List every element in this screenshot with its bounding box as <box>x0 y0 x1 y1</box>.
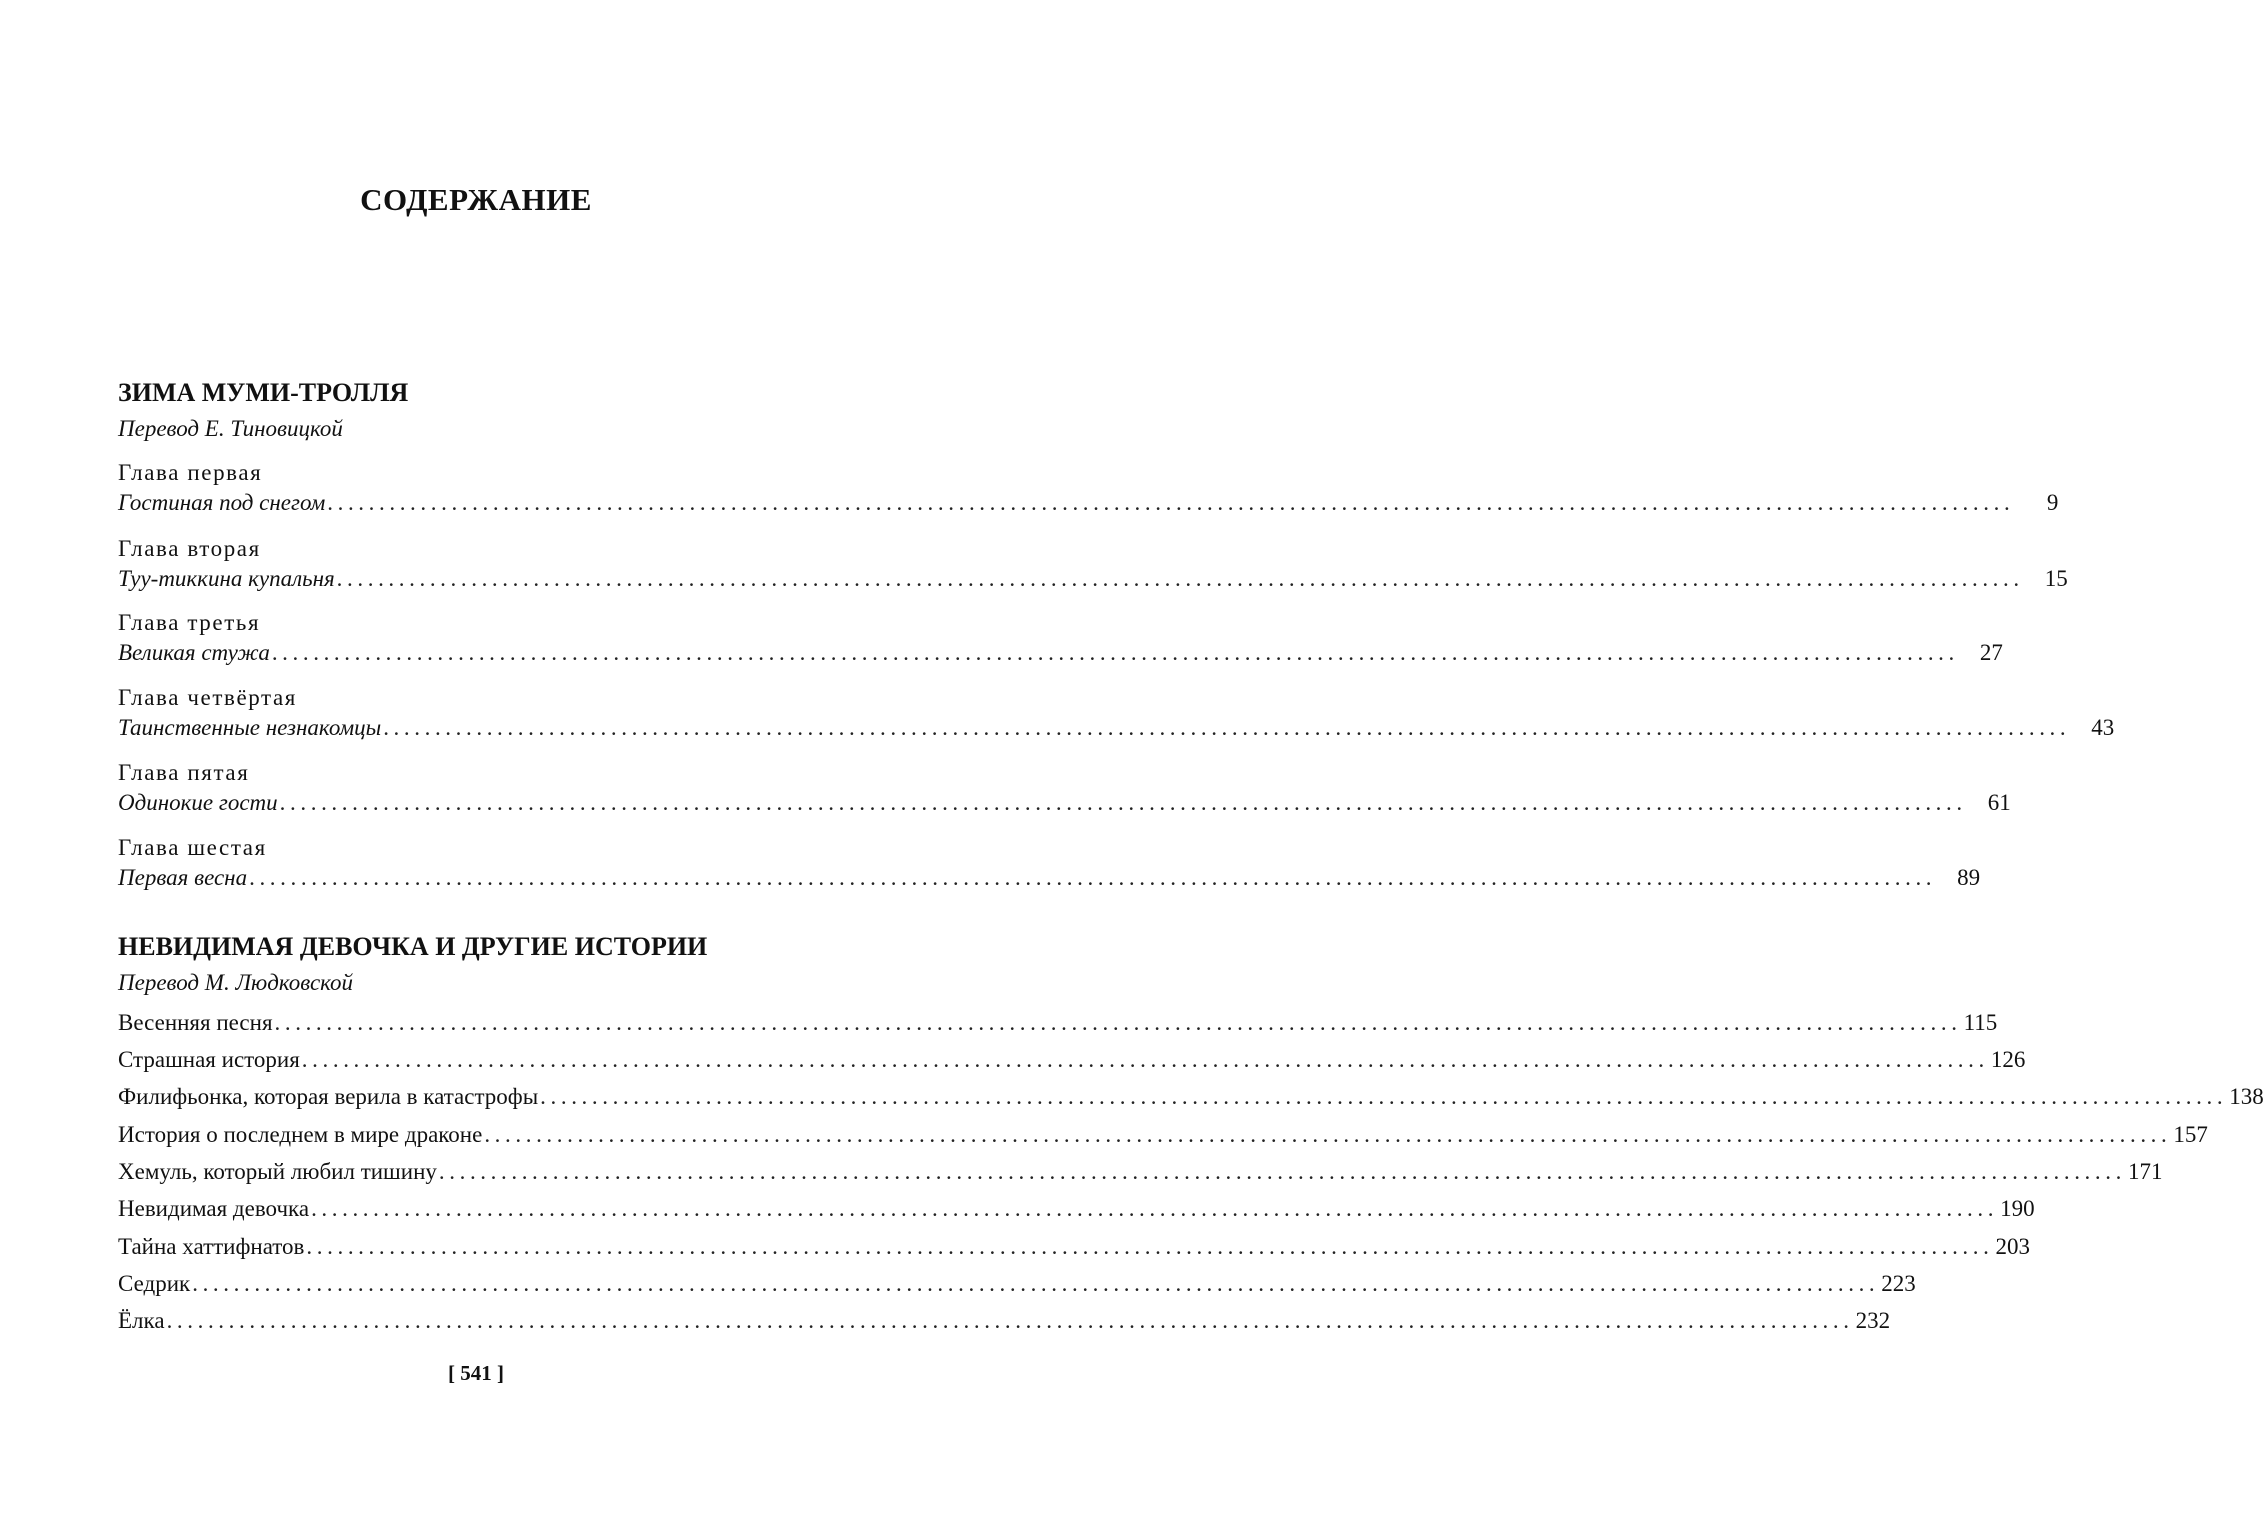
chapter-label: Глава пятая <box>118 760 250 785</box>
page-number: 157 <box>2173 1122 2208 1147</box>
entry-title: Одинокие гости <box>118 790 278 815</box>
entry-title: Филифьонка, которая верила в катастрофы <box>118 1084 539 1109</box>
page-number: 138 <box>2229 1084 2264 1109</box>
dot-leader: ................................................................................................................................................................... <box>484 1122 2172 1147</box>
dot-leader: ................................................................................................................................................................... <box>540 1084 2228 1109</box>
dot-leader: ................................................................................................................................................................... <box>274 1010 1962 1035</box>
toc-entry[interactable] <box>118 1010 1998 1040</box>
entry-title: Великая стужа <box>118 640 270 665</box>
dot-leader: ................................................................................................................................................................... <box>279 790 1967 815</box>
dot-leader: ................................................................................................................................................................... <box>327 490 2015 515</box>
chapter-label: Глава третья <box>118 610 261 635</box>
dot-leader: ................................................................................................................................................................... <box>271 640 1959 665</box>
dot-leader: ................................................................................................................................................................... <box>336 566 2024 591</box>
toc-entry[interactable] <box>118 566 2068 596</box>
toc-entry[interactable] <box>118 790 2011 820</box>
chapter-label: Глава четвёртая <box>118 685 297 710</box>
toc-entry[interactable] <box>118 1196 2035 1226</box>
page-folio: [ 541 ] <box>448 1361 504 1385</box>
toc-entry[interactable] <box>118 1122 2208 1152</box>
translator-credit: Перевод Е. Тиновицкой <box>118 416 343 441</box>
entry-title: Тайна хаттифнатов <box>118 1234 305 1259</box>
dot-leader: ................................................................................................................................................................... <box>301 1047 1989 1072</box>
dot-leader: ................................................................................................................................................................... <box>383 715 2071 740</box>
chapter-label: Глава вторая <box>118 536 261 561</box>
toc-entry[interactable] <box>118 640 2003 670</box>
entry-title: Гостиная под снегом <box>118 490 326 515</box>
dot-leader: ................................................................................................................................................................... <box>438 1159 2126 1184</box>
chapter-label: Глава первая <box>118 460 263 485</box>
toc-entry[interactable] <box>118 1084 2264 1114</box>
entry-title: История о последнем в мире драконе <box>118 1122 483 1147</box>
toc-entry[interactable] <box>118 1047 2026 1077</box>
toc-entry[interactable] <box>118 490 2059 520</box>
dot-leader: ................................................................................................................................................................... <box>306 1234 1994 1259</box>
entry-title: Хемуль, который любил тишину <box>118 1159 437 1184</box>
toc-entry[interactable] <box>118 865 1981 895</box>
entry-title: Страшная история <box>118 1047 300 1072</box>
entry-title: Невидимая девочка <box>118 1196 310 1221</box>
toc-entry[interactable] <box>118 1308 1891 1338</box>
dot-leader: ................................................................................................................................................................... <box>166 1308 1854 1333</box>
page-title: СОДЕРЖАНИЕ <box>360 182 592 217</box>
entry-title: Седрик <box>118 1271 191 1296</box>
entry-title: Весенняя песня <box>118 1010 273 1035</box>
page-number: 126 <box>1990 1047 2026 1072</box>
section-title: ЗИМА МУМИ-ТРОЛЛЯ <box>118 378 409 407</box>
page-number: 171 <box>2127 1159 2163 1184</box>
page-number: 9 <box>2046 490 2059 515</box>
section-title: НЕВИДИМАЯ ДЕВОЧКА И ДРУГИЕ ИСТОРИИ <box>118 932 708 961</box>
page-number: 203 <box>1995 1234 2030 1259</box>
page-number: 15 <box>2044 566 2068 591</box>
entry-title: Таинственные незнакомцы <box>118 715 382 740</box>
page-number: 43 <box>2091 715 2115 740</box>
entry-title: Первая весна <box>118 865 248 890</box>
chapter-label: Глава шестая <box>118 835 267 860</box>
page-number: 115 <box>1963 1010 1998 1035</box>
page-number: 223 <box>1881 1271 1916 1296</box>
page-number: 89 <box>1957 865 1981 890</box>
toc-entry[interactable] <box>118 1159 2163 1189</box>
page-number: 61 <box>1987 790 2011 815</box>
page-number: 190 <box>2000 1196 2035 1221</box>
toc-entry[interactable] <box>118 1271 1916 1301</box>
dot-leader: ................................................................................................................................................................... <box>311 1196 1999 1221</box>
page-number: 232 <box>1855 1308 1891 1333</box>
toc-entry[interactable] <box>118 1234 2030 1264</box>
dot-leader: ................................................................................................................................................................... <box>192 1271 1880 1296</box>
dot-leader: ................................................................................................................................................................... <box>249 865 1937 890</box>
toc-entry[interactable] <box>118 715 2115 745</box>
translator-credit: Перевод М. Людковской <box>118 970 354 995</box>
page-number: 27 <box>1979 640 2003 665</box>
entry-title: Ёлка <box>118 1308 165 1333</box>
entry-title: Туу-тиккина купальня <box>118 566 335 591</box>
